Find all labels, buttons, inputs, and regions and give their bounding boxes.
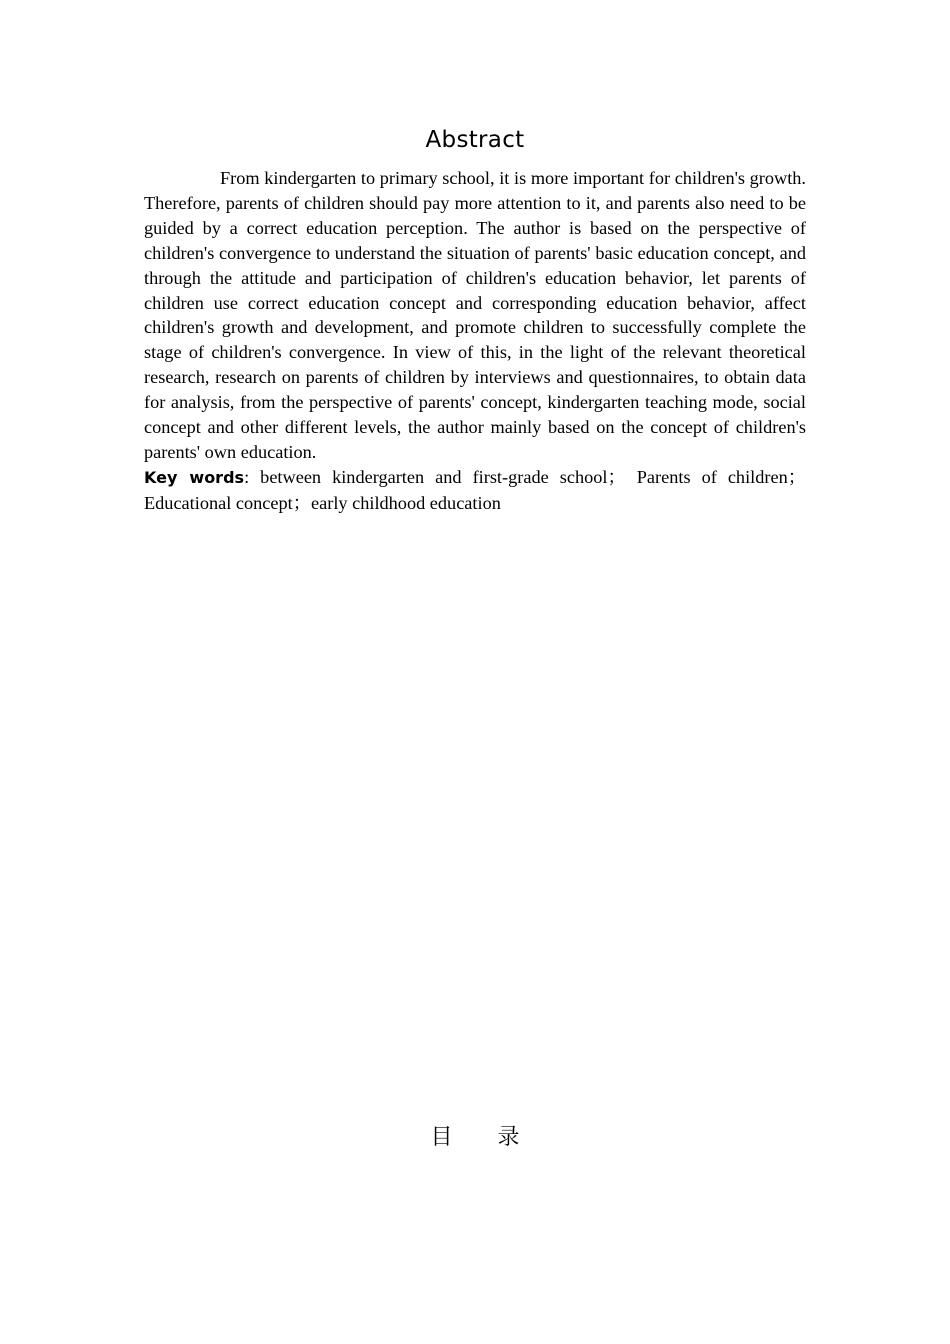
table-of-contents-heading: 目 录 — [430, 1125, 520, 1150]
keywords-text: between kindergarten and first-grade school； Parents of children；Educational concept；early childhood education — [144, 467, 806, 513]
keywords-separator: : — [244, 467, 250, 487]
abstract-paragraph: From kindergarten to primary school, it is more important for children's growth. Therefore, parents of children should pay more attention to it, and parents also need to be guided by a correct education perception. The author is based on the perspective of children's convergence to understand the situation of parents' basic education concept, and through the attitude and participation of children's education behavior, let parents of children use correct education concept and corresponding education behavior, affect children's growth and development, and promote children to successfully complete the stage of children's convergence. In view of this, in the light of the relevant theoretical research, research on parents of children by interviews and questionnaires, to obtain data for analysis, from the perspective of parents' concept, kindergarten teaching mode, social concept and other different levels, the author mainly based on the concept of children's parents' own education. — [144, 168, 806, 462]
abstract-heading: Abstract — [425, 127, 525, 153]
keywords-paragraph — [144, 465, 806, 516]
keywords-label: Key words — [144, 468, 245, 487]
